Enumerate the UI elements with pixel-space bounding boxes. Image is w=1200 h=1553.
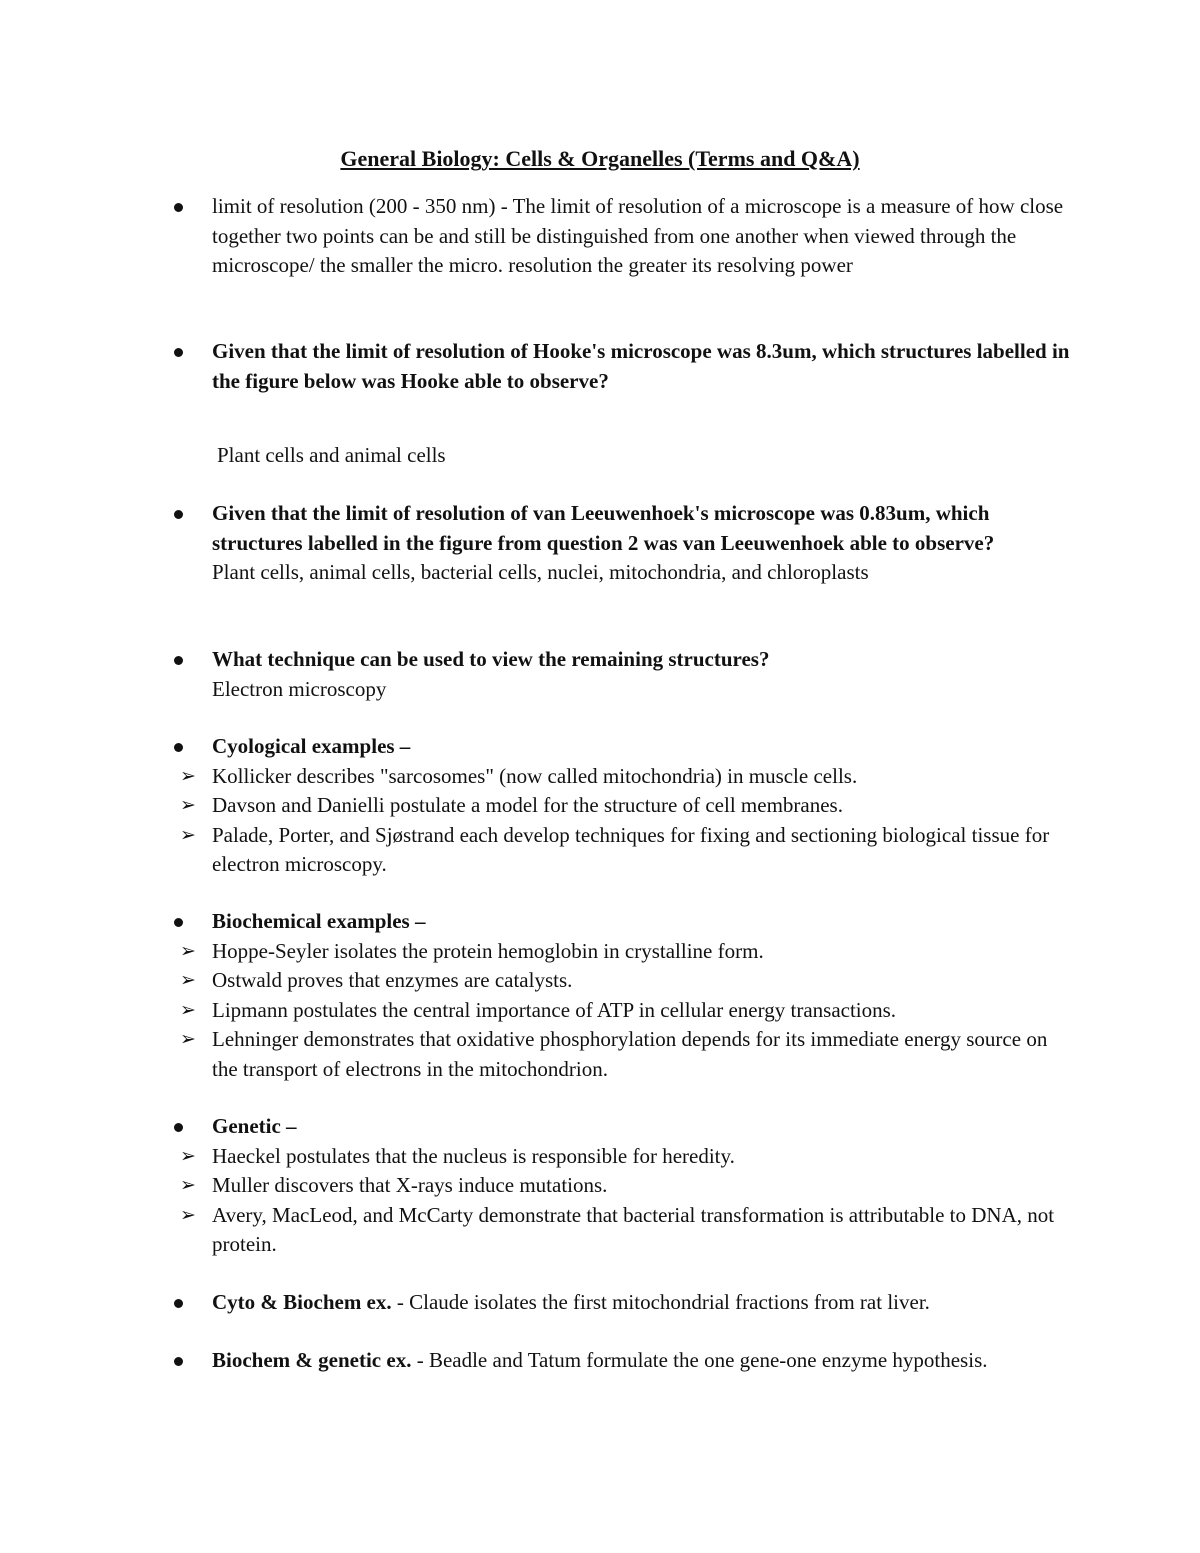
arrow-bullet-icon: ➢ bbox=[180, 970, 196, 991]
sub-item: ➢ Ostwald proves that enzymes are catalysts. bbox=[142, 966, 1072, 996]
sub-item: ➢ Hoppe-Seyler isolates the protein hemoglobin in crystalline form. bbox=[142, 937, 1072, 967]
answer-text: Electron microscopy bbox=[212, 676, 387, 701]
section-heading: Cyological examples – bbox=[212, 734, 411, 758]
bullet-icon bbox=[174, 203, 183, 212]
question-text: What technique can be used to view the remaining structures? bbox=[212, 647, 770, 671]
arrow-bullet-icon: ➢ bbox=[180, 940, 196, 962]
arrow-bullet-icon: ➢ bbox=[180, 765, 196, 787]
bullet-icon bbox=[174, 656, 183, 665]
list-item-technique-question bbox=[212, 645, 1072, 704]
list-item-cyological-examples bbox=[180, 732, 1072, 880]
bullet-icon bbox=[174, 348, 183, 357]
arrow-bullet-icon: ➢ bbox=[180, 1145, 196, 1167]
item-label: Cyto & Biochem ex. bbox=[212, 1290, 392, 1314]
page-title: General Biology: Cells & Organelles (Terms and Q&A) bbox=[340, 146, 860, 171]
arrow-bullet-icon: ➢ bbox=[180, 795, 196, 816]
bullet-icon bbox=[174, 1299, 183, 1308]
list-item-genetic-examples bbox=[180, 1112, 1072, 1260]
sub-item: ➢ Lipmann postulates the central importance of ATP in cellular energy transactions. bbox=[142, 996, 1072, 1026]
sub-item: ➢ Palade, Porter, and Sjøstrand each develop techniques for fixing and sectioning biological tissue for electron microscopy. bbox=[180, 822, 1050, 876]
section-heading: Genetic – bbox=[212, 1114, 297, 1138]
list-item-limit-of-resolution bbox=[212, 192, 1072, 281]
arrow-bullet-icon: ➢ bbox=[180, 999, 196, 1021]
bullet-icon bbox=[174, 743, 183, 752]
sub-item: ➢ Lehninger demonstrates that oxidative phosphorylation depends for its immediate energy source on the transport of electrons in the mitochondrion. bbox=[180, 1027, 1048, 1081]
arrow-bullet-icon: ➢ bbox=[180, 1029, 196, 1050]
list-item-cyto-biochem bbox=[212, 1288, 1072, 1318]
answer-text: Plant cells and animal cells bbox=[217, 443, 446, 467]
sub-item: ➢ Avery, MacLeod, and McCarty demonstrate that bacterial transformation is attributable to DNA, not protein. bbox=[180, 1202, 1055, 1256]
item-text: - Beadle and Tatum formulate the one gene-one enzyme hypothesis. bbox=[411, 1348, 988, 1372]
item-text: - Claude isolates the first mitochondrial fractions from rat liver. bbox=[391, 1290, 930, 1314]
bullet-icon bbox=[174, 1123, 183, 1132]
question-text: Given that the limit of resolution of Hooke's microscope was 8.3um, which structures labelled in the figure below was Hooke able to observe? bbox=[212, 339, 1070, 393]
bullet-icon bbox=[174, 510, 183, 519]
answer-hooke bbox=[212, 441, 1077, 471]
sub-item: ➢ Haeckel postulates that the nucleus is responsible for heredity. bbox=[142, 1142, 1072, 1172]
question-text: Given that the limit of resolution of van Leeuwenhoek's microscope was 0.83um, which structures labelled in the figure from question 2 was van Leeuwenhoek able to observe? bbox=[212, 501, 995, 555]
item-label: Biochem & genetic ex. bbox=[212, 1348, 412, 1372]
list-item-biochem-genetic bbox=[212, 1346, 1072, 1376]
definition-text: limit of resolution (200 - 350 nm) - The limit of resolution of a microscope is a measure of how close together two points can be and still be distinguished from one another when viewed through the microscope/ the smaller the micro. resolution the greater its resolving power bbox=[212, 194, 1064, 277]
bullet-icon bbox=[174, 1357, 183, 1366]
list-item-biochemical-examples bbox=[180, 907, 1072, 1084]
list-item-hooke-question bbox=[212, 337, 1072, 396]
list-item-leeuwenhoek-question bbox=[212, 499, 1072, 588]
sub-item: ➢ Muller discovers that X-rays induce mutations. bbox=[142, 1171, 1072, 1201]
arrow-bullet-icon: ➢ bbox=[180, 824, 196, 846]
answer-text: Plant cells, animal cells, bacterial cells, nuclei, mitochondria, and chloroplasts bbox=[212, 560, 869, 584]
arrow-bullet-icon: ➢ bbox=[180, 1175, 196, 1196]
bullet-icon bbox=[174, 918, 183, 927]
sub-item: ➢ Davson and Danielli postulate a model for the structure of cell membranes. bbox=[142, 791, 1072, 821]
section-heading: Biochemical examples – bbox=[212, 909, 426, 933]
arrow-bullet-icon: ➢ bbox=[180, 1204, 196, 1226]
sub-item: ➢ Kollicker describes "sarcosomes" (now called mitochondria) in muscle cells. bbox=[142, 762, 1072, 792]
